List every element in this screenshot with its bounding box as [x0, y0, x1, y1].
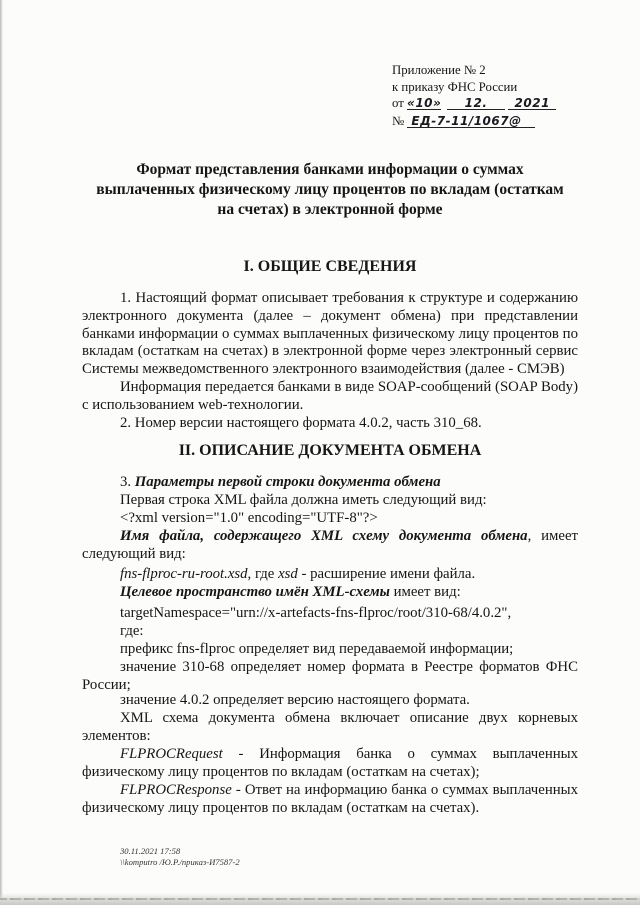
- version-line: значение 4.0.2 определяет версию настоящего формата.: [120, 692, 470, 708]
- footer-timestamp: 30.11.2021 17:58: [120, 846, 181, 856]
- value-line: значение 310-68 определяет номер формата в Реестре форматов ФНС России;: [82, 659, 578, 693]
- date-prefix: от: [392, 96, 404, 110]
- ns-suffix: имеет вид:: [389, 584, 461, 600]
- section1-paragraph1: 1. Настоящий формат описывает требования к структуре и содержанию электронного документа (далее – документ обмена) при представлении банками информации о суммах выплаченных физическому лицу процентов по вкладам (остаткам на счетах) в электронной форме через электронный сервис Системы межведомственного электронного взаимодействия (далее - СМЭВ): [82, 290, 578, 378]
- prefix-line: префикс fns-flproc определяет вид передаваемой информации;: [120, 641, 514, 657]
- date-day: «10»: [407, 96, 442, 110]
- section2-heading: II. ОПИСАНИЕ ДОКУМЕНТА ОБМЕНА: [178, 442, 482, 459]
- number-prefix: №: [392, 113, 405, 128]
- ns-label: Целевое пространство имён XML-схемы: [120, 584, 390, 600]
- item3-number: 3.: [120, 474, 135, 490]
- document-title: [60, 160, 600, 220]
- title-line3: на счетах) в электронной форме: [217, 201, 443, 218]
- roots-line: XML схема документа обмена включает описание двух корневых элементов:: [82, 710, 578, 744]
- appendix-number: [392, 113, 556, 130]
- footer-path: \\komputro /Ю.Р./приказ-И7587-2: [120, 857, 240, 867]
- title-line1: Формат представления банками информации о суммах: [136, 161, 524, 178]
- scan-edge: [0, 0, 3, 905]
- request-element: [82, 746, 578, 782]
- item3-title: Параметры первой строки документа обмена: [134, 474, 441, 490]
- namespace-value: targetNamespace="urn://x-artefacts-fns-flproc/root/310-68/4.0.2",: [120, 605, 512, 621]
- xml-line-intro: Первая строка XML файла должна иметь следующий вид:: [120, 492, 487, 508]
- item3-heading: [120, 474, 441, 492]
- section1-paragraph3: 2. Номер версии настоящего формата 4.0.2, часть 310_68.: [120, 415, 482, 431]
- namespace-line: [120, 584, 461, 602]
- appendix-date: [392, 95, 556, 112]
- schema-file-line: [120, 566, 475, 584]
- schema-paragraph: [82, 528, 578, 564]
- schema-file-end: - расширение имени файла.: [297, 566, 476, 582]
- scan-bottom-line: [0, 898, 640, 900]
- schema-label: Имя файла, содержащего XML схему документа обмена: [120, 528, 528, 544]
- section1-heading: I. ОБЩИЕ СВЕДЕНИЯ: [243, 258, 417, 275]
- number-value: ЕД-7-11/1067@: [407, 115, 535, 128]
- schema-suffix: , имеет следующий вид:: [82, 528, 578, 562]
- schema-file: fns-flproc-ru-root.xsd: [120, 566, 248, 582]
- response-desc: - Ответ на информацию банка о суммах выплаченных физическому лицу процентов по вкладам (остаткам на счетах).: [82, 782, 578, 816]
- schema-file-mid: , где: [247, 566, 279, 582]
- response-name: FLPROCResponse: [120, 782, 232, 798]
- appendix-line2: к приказу ФНС России: [392, 79, 518, 94]
- date-month: 12.: [447, 97, 505, 110]
- footer-stamp: [120, 846, 240, 868]
- where-label: где:: [120, 623, 144, 639]
- section1-paragraph2: Информация передается банками в виде SOAP-сообщений (SOAP Body) с использованием web-технологии.: [82, 379, 578, 413]
- response-element: [82, 782, 578, 818]
- appendix-block: [392, 62, 556, 129]
- schema-ext: xsd: [278, 566, 298, 582]
- request-name: FLPROCRequest: [120, 746, 223, 762]
- xml-declaration: <?xml version="1.0" encoding="UTF-8"?>: [120, 510, 378, 526]
- title-line2: выплаченных физическому лицу процентов по вкладам (остаткам: [96, 181, 564, 198]
- appendix-line1: Приложение № 2: [392, 63, 486, 77]
- date-year: 2021: [508, 97, 556, 110]
- request-desc: - Информация банка о суммах выплаченных физическому лицу процентов по вкладам (остаткам на счетах);: [82, 746, 578, 780]
